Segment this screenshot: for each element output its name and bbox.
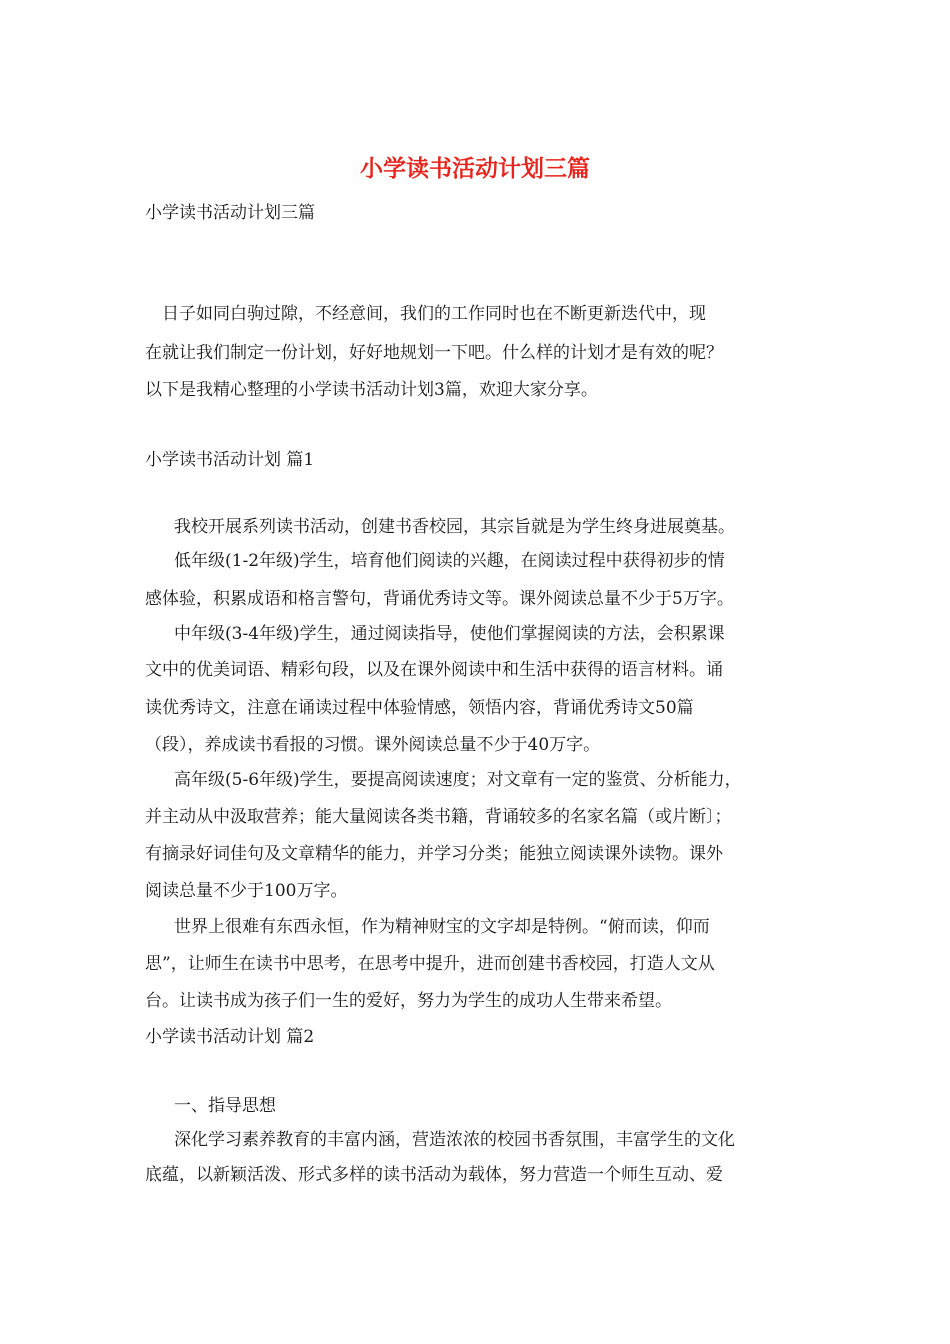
section1-paragraph-line: 世界上很难有东西永恒，作为精神财宝的文字却是特例。“俯而读，仰而 <box>174 917 710 937</box>
section1-paragraph-line: 并主动从中汲取营养；能大量阅读各类书籍，背诵较多的名家名篇（或片断〕； <box>145 807 732 827</box>
intro-line: 以下是我精心整理的小学读书活动计划3篇，欢迎大家分享。 <box>145 380 598 400</box>
section1-paragraph-line: 中年级(3-4年级)学生，通过阅读指导，使他们掌握阅读的方法，会积累课 <box>174 624 725 644</box>
intro-line: 在就让我们制定一份计划，好好地规划一下吧。什么样的计划才是有效的呢？ <box>145 343 723 363</box>
section1-paragraph-line: 文中的优美词语、精彩句段，以及在课外阅读中和生活中获得的语言材料。诵 <box>145 660 723 680</box>
document-title: 小学读书活动计划三篇 <box>360 155 590 182</box>
section1-paragraph-line: 阅读总量不少于100万字。 <box>145 881 348 901</box>
section1-paragraph-line: 我校开展系列读书活动，创建书香校园，其宗旨就是为学生终身进展奠基。 <box>174 517 735 537</box>
section1-paragraph-line: 思”，让师生在读书中思考，在思考中提升，进而创建书香校园，打造人文从 <box>145 954 715 974</box>
section2-paragraph-line: 深化学习素养教育的丰富内涵，营造浓浓的校园书香氛围，丰富学生的文化 <box>174 1130 735 1150</box>
section2-heading: 小学读书活动计划 篇2 <box>145 1027 315 1047</box>
section1-paragraph-line: 读优秀诗文，注意在诵读过程中体验情感，领悟内容，背诵优秀诗文50篇 <box>145 698 694 718</box>
section1-paragraph-line: 高年级(5-6年级)学生，要提高阅读速度；对文章有一定的鉴赏、分析能力， <box>174 770 742 790</box>
section1-heading: 小学读书活动计划 篇1 <box>145 450 315 470</box>
section1-paragraph-line: 台。让读书成为孩子们一生的爱好，努力为学生的成功人生带来希望。 <box>145 991 672 1011</box>
document-subtitle: 小学读书活动计划三篇 <box>145 203 315 223</box>
section1-paragraph-line: 感体验，积累成语和格言警句，背诵优秀诗文等。课外阅读总量不少于5万字。 <box>145 589 734 609</box>
section2-paragraph-line: 底蕴，以新颖活泼、形式多样的读书活动为载体，努力营造一个师生互动、爱 <box>145 1165 723 1185</box>
intro-line: 日子如同白驹过隙，不经意间，我们的工作同时也在不断更新迭代中，现 <box>145 304 706 324</box>
section1-paragraph-line: 有摘录好词佳句及文章精华的能力，并学习分类；能独立阅读课外读物。课外 <box>145 844 723 864</box>
section1-paragraph-line: 低年级(1-2年级)学生，培育他们阅读的兴趣，在阅读过程中获得初步的情 <box>174 551 725 571</box>
section2-paragraph-line: 一、指导思想 <box>174 1096 276 1116</box>
section1-paragraph-line: （段），养成读书看报的习惯。课外阅读总量不少于40万字。 <box>145 735 601 755</box>
